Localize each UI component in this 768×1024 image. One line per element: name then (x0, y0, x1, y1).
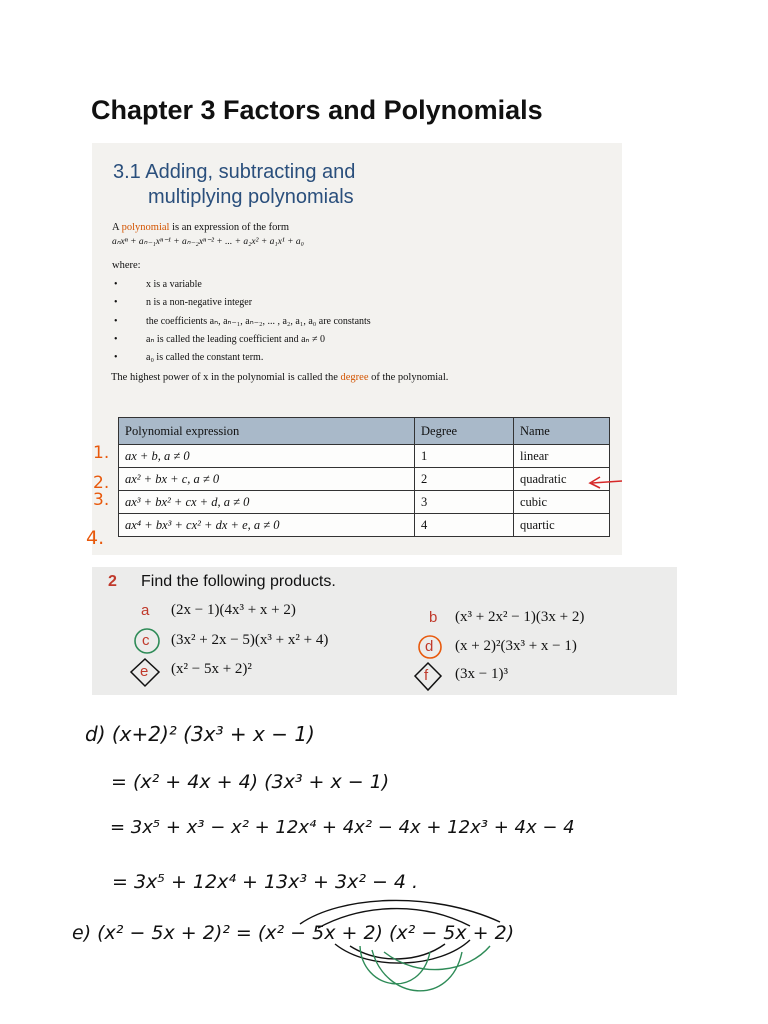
degree-suffix: of the polynomial. (368, 372, 449, 383)
header-name: Name (514, 418, 610, 445)
exercise-letter-e: e (140, 663, 149, 680)
handwritten-line-4: = 3x⁵ + 12x⁴ + 13x³ + 3x² − 4 . (112, 871, 419, 893)
cell-expression: ax⁴ + bx³ + cx² + dx + e, a ≠ 0 (119, 514, 415, 537)
cell-name: quartic (514, 514, 610, 537)
intro-suffix: is an expression of the form (169, 222, 290, 233)
bullet-item: • aₙ is called the leading coefficient and aₙ ≠ 0 (114, 333, 326, 345)
cell-expression: ax² + bx + c, a ≠ 0 (119, 468, 415, 491)
cell-degree: 4 (415, 514, 514, 537)
handwritten-line-2: = (x² + 4x + 4) (3x³ + x − 1) (111, 771, 390, 793)
row-annotation-3: 3. (93, 490, 110, 510)
exercise-expression-f: (3x − 1)³ (455, 666, 508, 682)
handwritten-line-5: e) (x² − 5x + 2)² = (x² − 5x + 2) (x² − 5x + 2) (72, 922, 515, 944)
section-heading-line2: multiplying polynomials (148, 186, 354, 208)
cell-expression: ax + b, a ≠ 0 (119, 445, 415, 468)
degree-keyword: degree (340, 372, 369, 383)
row-annotation-1: 1. (93, 443, 110, 463)
exercise-letter-f: f (424, 667, 429, 684)
section-heading-line1: 3.1 Adding, subtracting and (113, 161, 356, 183)
where-label: where: (112, 260, 141, 271)
header-degree: Degree (415, 418, 514, 445)
exercise-letter-a: a (141, 602, 150, 619)
exercise-expression-c: (3x² + 2x − 5)(x³ + x² + 4) (171, 632, 329, 648)
diamond-icon (415, 663, 441, 690)
cell-degree: 2 (415, 468, 514, 491)
exercise-expression-d: (x + 2)²(3x³ + x − 1) (455, 638, 577, 654)
exercise-letter-b: b (429, 609, 438, 626)
handwritten-line-1: d) (x+2)² (3x³ + x − 1) (85, 722, 315, 746)
exercise-letter-d: d (425, 638, 434, 655)
green-arcs-icon (360, 946, 490, 991)
exercise-prompt: Find the following products. (141, 573, 336, 590)
green-circle-icon (135, 629, 159, 653)
bullet-item: • a₀ is called the constant term. (114, 352, 264, 364)
cell-name: linear (514, 445, 610, 468)
cell-degree: 3 (415, 491, 514, 514)
general-form: aₙxⁿ + aₙ₋₁xⁿ⁻¹ + aₙ₋₂xⁿ⁻² + ... + a₂x² + a₁x¹ + a₀ (112, 237, 304, 247)
bullet-item: • x is a variable (114, 279, 202, 290)
cell-expression: ax³ + bx² + cx + d, a ≠ 0 (119, 491, 415, 514)
row-annotation-2: 2. (93, 473, 110, 493)
red-arrow-icon (590, 477, 622, 488)
handwritten-line-3: = 3x⁵ + x³ − x² + 12x⁴ + 4x² − 4x + 12x³ + 4x − 4 (110, 817, 575, 838)
polynomial-keyword: polynomial (121, 222, 170, 233)
cell-name: cubic (514, 491, 610, 514)
bullet-item: • n is a non-negative integer (114, 297, 253, 309)
exercise-number: 2 (108, 573, 117, 590)
diamond-icon (131, 659, 159, 686)
exercise-expression-e: (x² − 5x + 2)² (171, 661, 252, 677)
cell-name: quadratic (514, 468, 610, 491)
intro-prefix: A (112, 222, 122, 233)
cell-degree: 1 (415, 445, 514, 468)
exercise-expression-b: (x³ + 2x² − 1)(3x + 2) (455, 609, 585, 625)
bullet-item: • the coefficients aₙ, aₙ₋₁, aₙ₋₂, ... , a₂, a₁, a₀ are constants (114, 315, 371, 327)
exercise-expression-a: (2x − 1)(4x³ + x + 2) (171, 602, 296, 618)
page-title: Chapter 3 Factors and Polynomials (91, 95, 543, 125)
exercise-letter-c: c (142, 632, 150, 649)
row-annotation-4: 4. (86, 527, 105, 549)
degree-prefix: The highest power of x in the polynomial is called the (111, 372, 341, 383)
orange-circle-icon (419, 636, 441, 658)
header-expression: Polynomial expression (119, 418, 415, 445)
expansion-arcs-icon (300, 900, 500, 963)
